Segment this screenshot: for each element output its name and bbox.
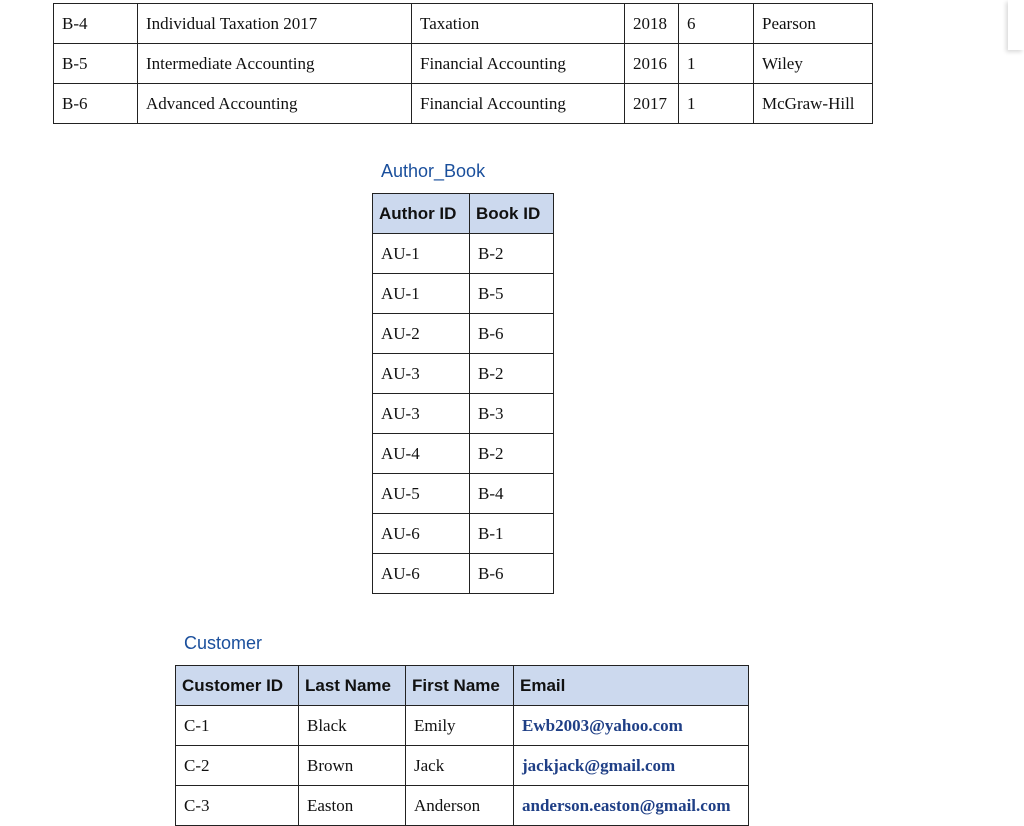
- table-row: [373, 394, 554, 434]
- column-header-email: Email: [514, 666, 749, 706]
- email-cell: jackjack@gmail.com: [514, 746, 749, 786]
- last-name-cell: Easton: [299, 786, 406, 826]
- book-id-cell: B-6: [54, 84, 138, 124]
- customer-id-cell: C-3: [176, 786, 299, 826]
- book-year-cell: 2016: [625, 44, 679, 84]
- author-id-cell: AU-5: [373, 474, 470, 514]
- customer-caption: Customer: [184, 633, 263, 653]
- column-header-author-id: Author ID: [373, 194, 470, 234]
- author-id-cell: AU-1: [373, 234, 470, 274]
- book-id-cell: B-6: [470, 314, 554, 354]
- scrollbar-thumb[interactable]: [1008, 0, 1024, 50]
- book-category-cell: Financial Accounting: [412, 84, 625, 124]
- book-edition-cell: 1: [679, 84, 754, 124]
- book-id-cell: B-5: [54, 44, 138, 84]
- email-cell: Ewb2003@yahoo.com: [514, 706, 749, 746]
- first-name-cell: Emily: [406, 706, 514, 746]
- table-row: [54, 44, 873, 84]
- book-publisher-cell: Wiley: [754, 44, 873, 84]
- author-id-cell: AU-6: [373, 514, 470, 554]
- table-row: [54, 84, 873, 124]
- table-header-row: [373, 194, 554, 234]
- first-name-cell: Jack: [406, 746, 514, 786]
- table-row: [373, 234, 554, 274]
- table-row: [176, 746, 749, 786]
- table-row: [373, 314, 554, 354]
- author-book-caption: Author_Book: [381, 161, 486, 181]
- customer-table: [175, 665, 749, 826]
- book-id-cell: B-6: [470, 554, 554, 594]
- book-id-cell: B-4: [54, 4, 138, 44]
- table-row: [373, 434, 554, 474]
- table-row: [373, 274, 554, 314]
- book-title-cell: Individual Taxation 2017: [138, 4, 412, 44]
- table-row: [176, 706, 749, 746]
- last-name-cell: Black: [299, 706, 406, 746]
- book-id-cell: B-5: [470, 274, 554, 314]
- author-id-cell: AU-6: [373, 554, 470, 594]
- email-cell: anderson.easton@gmail.com: [514, 786, 749, 826]
- author-id-cell: AU-1: [373, 274, 470, 314]
- book-id-cell: B-1: [470, 514, 554, 554]
- book-edition-cell: 6: [679, 4, 754, 44]
- table-row: [373, 554, 554, 594]
- author-id-cell: AU-4: [373, 434, 470, 474]
- book-id-cell: B-4: [470, 474, 554, 514]
- book-id-cell: B-2: [470, 234, 554, 274]
- table-row: [373, 474, 554, 514]
- book-publisher-cell: Pearson: [754, 4, 873, 44]
- table-row: [373, 514, 554, 554]
- column-header-first-name: First Name: [406, 666, 514, 706]
- table-header-row: [176, 666, 749, 706]
- customer-id-cell: C-1: [176, 706, 299, 746]
- author-id-cell: AU-3: [373, 354, 470, 394]
- last-name-cell: Brown: [299, 746, 406, 786]
- customer-id-cell: C-2: [176, 746, 299, 786]
- author-book-table: [372, 193, 554, 594]
- book-category-cell: Financial Accounting: [412, 44, 625, 84]
- book-id-cell: B-2: [470, 434, 554, 474]
- book-id-cell: B-3: [470, 394, 554, 434]
- table-row: [373, 354, 554, 394]
- table-row: [54, 4, 873, 44]
- author-id-cell: AU-2: [373, 314, 470, 354]
- first-name-cell: Anderson: [406, 786, 514, 826]
- book-year-cell: 2018: [625, 4, 679, 44]
- book-title-cell: Advanced Accounting: [138, 84, 412, 124]
- column-header-customer-id: Customer ID: [176, 666, 299, 706]
- column-header-last-name: Last Name: [299, 666, 406, 706]
- book-edition-cell: 1: [679, 44, 754, 84]
- book-category-cell: Taxation: [412, 4, 625, 44]
- author-id-cell: AU-3: [373, 394, 470, 434]
- book-id-cell: B-2: [470, 354, 554, 394]
- table-row: [176, 786, 749, 826]
- books-table: [53, 3, 873, 124]
- book-publisher-cell: McGraw-Hill: [754, 84, 873, 124]
- book-title-cell: Intermediate Accounting: [138, 44, 412, 84]
- column-header-book-id: Book ID: [470, 194, 554, 234]
- book-year-cell: 2017: [625, 84, 679, 124]
